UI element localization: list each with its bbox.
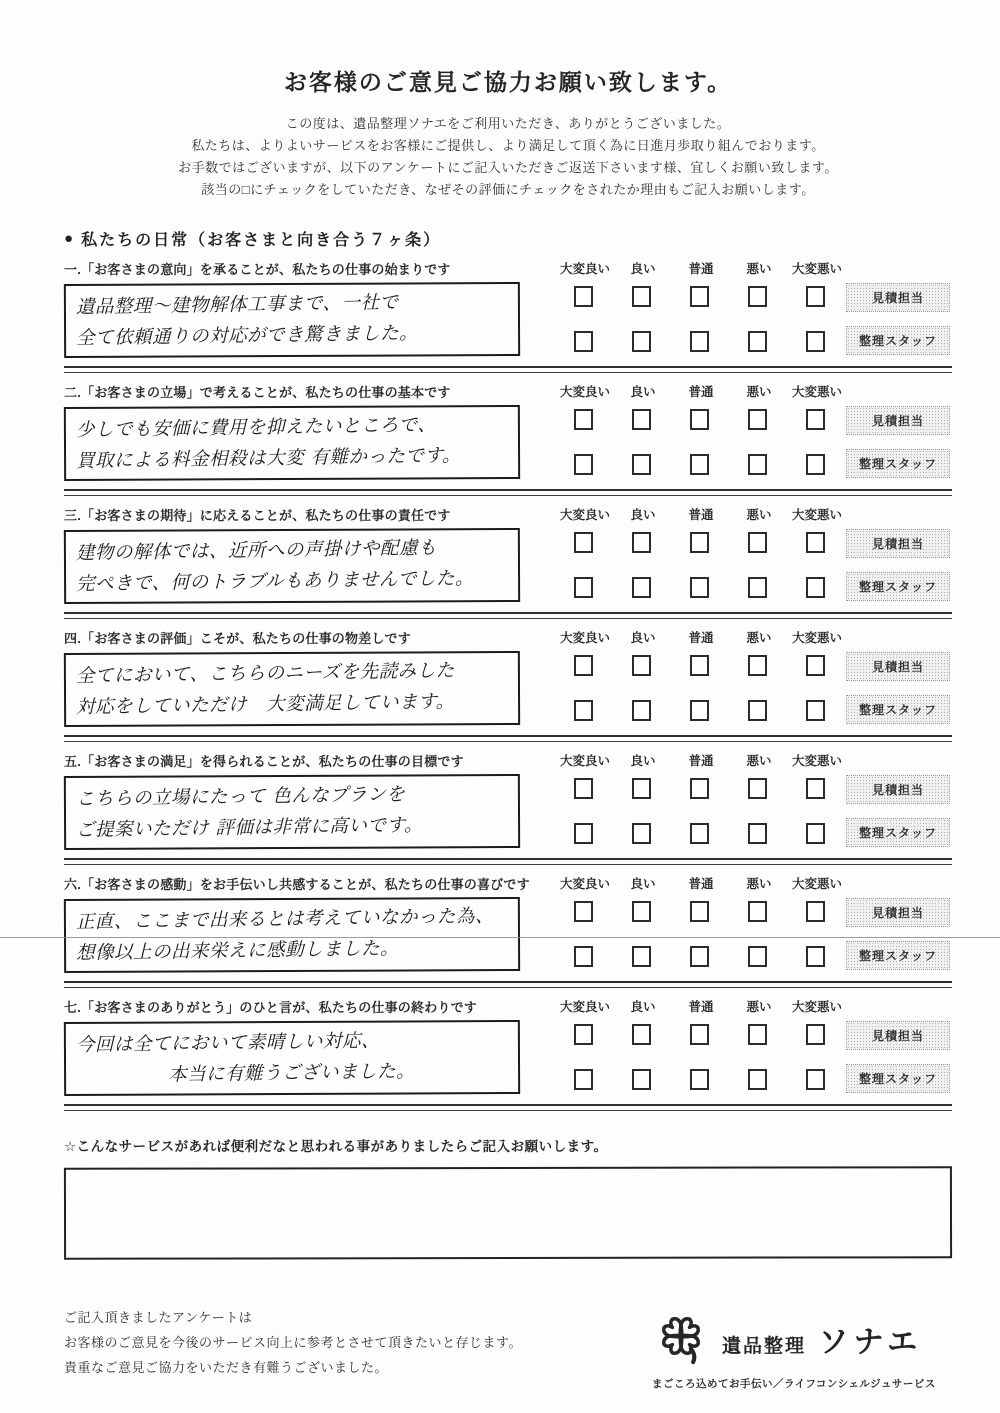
staff-role-labels xyxy=(846,529,950,603)
rating-checkbox-normal[interactable] xyxy=(690,286,709,307)
rating-label-bad: 悪い xyxy=(746,1000,772,1014)
rating-checkbox-verygood[interactable] xyxy=(574,577,593,598)
rating-checkbox-normal[interactable] xyxy=(690,1069,709,1090)
item-statement: 五.「お客さまの満足」を得られることが、私たちの仕事の目標です xyxy=(64,753,464,769)
survey-item xyxy=(64,504,952,619)
rating-label-verygood: 大変良い xyxy=(559,508,610,522)
handwritten-comment-line: 買取による料金相殺は大変 有難かったです。 xyxy=(75,445,462,472)
rating-checkbox-verybad[interactable] xyxy=(806,1024,825,1045)
rating-checkbox-verybad[interactable] xyxy=(806,655,825,676)
cleanup-staff-check-row xyxy=(554,454,844,475)
rating-checkbox-verygood[interactable] xyxy=(574,946,593,967)
brand-tagline: まごころ込めてお手伝い／ライフコンシェルジュサービス xyxy=(652,1378,936,1390)
section-divider xyxy=(64,735,952,742)
footer xyxy=(64,1305,952,1391)
rating-checkbox-bad[interactable] xyxy=(748,577,767,598)
cleanup-staff-label: 整理スタッフ xyxy=(846,1064,950,1093)
cleanup-staff-label: 整理スタッフ xyxy=(846,449,950,478)
footer-text xyxy=(64,1305,652,1380)
rating-checkbox-good[interactable] xyxy=(632,331,651,352)
estimate-staff-check-row xyxy=(554,901,844,922)
rating-checkbox-good[interactable] xyxy=(632,532,651,553)
rating-checkbox-bad[interactable] xyxy=(748,1024,767,1045)
rating-label-verybad: 大変悪い xyxy=(791,1000,842,1014)
rating-label-verybad: 大変悪い xyxy=(791,508,842,522)
estimate-staff-label: 見積担当 xyxy=(846,1021,950,1050)
rating-label-bad: 悪い xyxy=(746,262,772,276)
rating-label-verybad: 大変悪い xyxy=(791,385,842,399)
rating-checkbox-bad[interactable] xyxy=(748,286,767,307)
estimate-staff-label: 見積担当 xyxy=(846,283,950,312)
handwritten-comment-line: 対応をしていただけ 大変満足しています。 xyxy=(75,691,455,718)
rating-checkbox-good[interactable] xyxy=(632,778,651,799)
estimate-staff-label: 見積担当 xyxy=(846,652,950,681)
rating-checkbox-verygood[interactable] xyxy=(574,655,593,676)
rating-checkbox-verygood[interactable] xyxy=(574,700,593,721)
handwritten-comment-box[interactable] xyxy=(64,897,520,973)
item-statement: 七.「お客さまのありがとう」のひと言が、私たちの仕事の終わりです xyxy=(64,999,478,1015)
rating-label-bad: 悪い xyxy=(746,631,772,645)
rating-label-verygood: 大変良い xyxy=(559,1000,610,1014)
rating-checkbox-good[interactable] xyxy=(632,901,651,922)
estimate-staff-check-row xyxy=(554,1024,844,1045)
cleanup-staff-label: 整理スタッフ xyxy=(846,695,950,724)
rating-checkbox-normal[interactable] xyxy=(690,331,709,352)
rating-label-bad: 悪い xyxy=(746,754,772,768)
brand-prefix: 遺品整理 xyxy=(722,1335,807,1357)
rating-label-good: 良い xyxy=(630,508,656,522)
rating-checkbox-grid xyxy=(554,775,844,849)
rating-label-normal: 普通 xyxy=(688,508,714,522)
rating-scale-labels xyxy=(556,382,846,400)
rating-label-good: 良い xyxy=(630,877,656,891)
rating-label-normal: 普通 xyxy=(688,1000,714,1014)
rating-checkbox-bad[interactable] xyxy=(748,409,767,430)
rating-checkbox-bad[interactable] xyxy=(748,946,767,967)
cleanup-staff-check-row xyxy=(554,1069,844,1090)
survey-item xyxy=(64,873,952,988)
rating-checkbox-good[interactable] xyxy=(632,454,651,475)
survey-item xyxy=(64,381,952,496)
footer-line: 貴重なご意見ご協力をいただき有難うございました。 xyxy=(64,1360,389,1375)
rating-label-good: 良い xyxy=(630,385,656,399)
rating-checkbox-verybad[interactable] xyxy=(806,286,825,307)
handwritten-comment-line: 遺品整理～建物解体工事まで、一社で xyxy=(75,292,399,318)
rating-checkbox-normal[interactable] xyxy=(690,454,709,475)
brand-text xyxy=(722,1317,922,1361)
estimate-staff-label: 見積担当 xyxy=(846,898,950,927)
handwritten-comment-line: 想像以上の出来栄えに感動しました。 xyxy=(75,938,400,964)
rating-checkbox-normal[interactable] xyxy=(690,1024,709,1045)
rating-checkbox-verybad[interactable] xyxy=(806,331,825,352)
free-comment-box[interactable] xyxy=(64,1166,952,1260)
rating-label-verygood: 大変良い xyxy=(559,385,610,399)
rating-checkbox-verygood[interactable] xyxy=(574,778,593,799)
cleanup-staff-label: 整理スタッフ xyxy=(846,818,950,847)
rating-checkbox-verygood[interactable] xyxy=(574,1069,593,1090)
scan-fold-line xyxy=(0,937,1000,938)
rating-checkbox-verygood[interactable] xyxy=(574,1024,593,1045)
rating-label-normal: 普通 xyxy=(688,877,714,891)
survey-item xyxy=(64,996,952,1111)
rating-checkbox-bad[interactable] xyxy=(748,778,767,799)
rating-label-good: 良い xyxy=(630,1000,656,1014)
section-divider xyxy=(64,1104,952,1111)
cleanup-staff-label: 整理スタッフ xyxy=(846,326,950,355)
item-statement: 一.「お客さまの意向」を承ることが、私たちの仕事の始まりです xyxy=(64,261,451,277)
rating-checkbox-grid xyxy=(554,406,844,480)
survey-item xyxy=(64,750,952,865)
intro-paragraph xyxy=(64,113,952,201)
rating-checkbox-normal[interactable] xyxy=(690,655,709,676)
rating-checkbox-bad[interactable] xyxy=(748,655,767,676)
rating-checkbox-good[interactable] xyxy=(632,286,651,307)
rating-checkbox-verybad[interactable] xyxy=(806,577,825,598)
rating-checkbox-verybad[interactable] xyxy=(806,409,825,430)
estimate-staff-label: 見積担当 xyxy=(846,775,950,804)
rating-checkbox-bad[interactable] xyxy=(748,454,767,475)
rating-label-bad: 悪い xyxy=(746,877,772,891)
rating-scale-labels xyxy=(556,997,846,1015)
rating-checkbox-good[interactable] xyxy=(632,409,651,430)
staff-role-labels xyxy=(846,1021,950,1095)
section-divider xyxy=(64,489,952,496)
rating-checkbox-verygood[interactable] xyxy=(574,901,593,922)
rating-label-verygood: 大変良い xyxy=(559,754,610,768)
item-statement: 六.「お客さまの感動」をお手伝いし共感することが、私たちの仕事の喜びです xyxy=(64,876,530,892)
free-comment-prompt: ☆こんなサービスがあれば便利だなと思われる事がありましたらご記入お願いします。 xyxy=(64,1139,608,1154)
rating-label-normal: 普通 xyxy=(688,262,714,276)
rating-checkbox-verygood[interactable] xyxy=(574,823,593,844)
rating-checkbox-normal[interactable] xyxy=(690,901,709,922)
intro-line: この度は、遺品整理ソナエをご利用いただき、ありがとうございました。 xyxy=(285,116,731,131)
rating-label-good: 良い xyxy=(630,631,656,645)
handwritten-comment-box[interactable] xyxy=(64,774,520,850)
estimate-staff-check-row xyxy=(554,778,844,799)
footer-line: お客様のご意見を今後のサービス向上に参考とさせて頂きたいと存じます。 xyxy=(64,1335,522,1350)
handwritten-comment-line: 少しでも安価に費用を抑えたいところで、 xyxy=(75,414,437,441)
intro-line: 該当の□にチェックをしていただき、なぜその評価にチェックをされたか理由もご記入お願いします。 xyxy=(201,182,815,197)
cleanup-staff-check-row xyxy=(554,946,844,967)
handwritten-comment-line: 今回は全てにおいて素晴しい対応、 xyxy=(75,1030,381,1056)
handwritten-comment-line: こちらの立場にたって 色んなプランを xyxy=(75,784,406,810)
rating-checkbox-bad[interactable] xyxy=(748,1069,767,1090)
section-divider xyxy=(64,612,952,619)
handwritten-comment-box[interactable] xyxy=(64,1020,520,1096)
staff-role-labels xyxy=(846,406,950,480)
rating-checkbox-verygood[interactable] xyxy=(574,286,593,307)
rating-checkbox-good[interactable] xyxy=(632,655,651,676)
rating-checkbox-normal[interactable] xyxy=(690,577,709,598)
estimate-staff-label: 見積担当 xyxy=(846,406,950,435)
rating-checkbox-verybad[interactable] xyxy=(806,778,825,799)
rating-checkbox-good[interactable] xyxy=(632,946,651,967)
estimate-staff-label: 見積担当 xyxy=(846,529,950,558)
rating-label-verygood: 大変良い xyxy=(559,262,610,276)
rating-scale-labels xyxy=(556,628,846,646)
rating-checkbox-grid xyxy=(554,283,844,357)
footer-line: ご記入頂きましたアンケートは xyxy=(64,1310,253,1325)
rating-checkbox-verygood[interactable] xyxy=(574,454,593,475)
rating-checkbox-good[interactable] xyxy=(632,577,651,598)
page-title: お客様のご意見ご協力お願い致します。 xyxy=(283,69,733,95)
staff-role-labels xyxy=(846,652,950,726)
rating-label-verybad: 大変悪い xyxy=(791,262,842,276)
handwritten-comment-box[interactable] xyxy=(64,405,520,481)
four-leaf-clover-icon xyxy=(652,1307,710,1370)
staff-role-labels xyxy=(846,898,950,972)
rating-label-verybad: 大変悪い xyxy=(791,877,842,891)
rating-checkbox-bad[interactable] xyxy=(748,901,767,922)
section-header-label: 私たちの日常（お客さまと向き合う７ヶ条） xyxy=(81,232,442,249)
rating-scale-labels xyxy=(556,259,846,277)
brand-name: ソナエ xyxy=(818,1325,923,1359)
handwritten-comment-box[interactable] xyxy=(64,528,520,604)
rating-label-verygood: 大変良い xyxy=(559,631,610,645)
rating-checkbox-bad[interactable] xyxy=(748,331,767,352)
rating-checkbox-grid xyxy=(554,529,844,603)
handwritten-comment-line: 完ぺきで、何のトラブルもありませんでした。 xyxy=(75,568,475,595)
estimate-staff-check-row xyxy=(554,286,844,307)
rating-checkbox-grid xyxy=(554,898,844,972)
survey-items xyxy=(64,258,952,1111)
company-logo xyxy=(652,1307,952,1391)
rating-checkbox-bad[interactable] xyxy=(748,532,767,553)
rating-checkbox-verybad[interactable] xyxy=(806,454,825,475)
cleanup-staff-check-row xyxy=(554,331,844,352)
rating-checkbox-normal[interactable] xyxy=(690,409,709,430)
section-header xyxy=(64,227,952,250)
handwritten-comment-line: 本当に有難うございました。 xyxy=(167,1060,416,1086)
rating-checkbox-normal[interactable] xyxy=(690,532,709,553)
cleanup-staff-check-row xyxy=(554,577,844,598)
rating-checkbox-verybad[interactable] xyxy=(806,1069,825,1090)
rating-checkbox-normal[interactable] xyxy=(690,700,709,721)
handwritten-comment-box[interactable] xyxy=(64,282,520,358)
rating-label-verybad: 大変悪い xyxy=(791,631,842,645)
handwritten-comment-line: ご提案いただけ 評価は非常に高いです。 xyxy=(75,814,424,841)
rating-checkbox-normal[interactable] xyxy=(690,946,709,967)
estimate-staff-check-row xyxy=(554,532,844,553)
rating-checkbox-verybad[interactable] xyxy=(806,700,825,721)
cleanup-staff-label: 整理スタッフ xyxy=(846,941,950,970)
rating-checkbox-normal[interactable] xyxy=(690,778,709,799)
rating-checkbox-good[interactable] xyxy=(632,823,651,844)
handwritten-comment-line: 全てにおいて、こちらのニーズを先読みした xyxy=(75,660,455,687)
rating-label-good: 良い xyxy=(630,754,656,768)
staff-role-labels xyxy=(846,283,950,357)
item-statement: 四.「お客さまの評価」こそが、私たちの仕事の物差しです xyxy=(64,630,412,646)
rating-scale-labels xyxy=(556,874,846,892)
intro-line: お手数ではございますが、以下のアンケートにご記入いただきご返送下さいます様、宜しくお願い致します。 xyxy=(178,160,838,175)
rating-checkbox-verybad[interactable] xyxy=(806,532,825,553)
rating-checkbox-verybad[interactable] xyxy=(806,823,825,844)
handwritten-comment-line: 全て依頼通りの対応ができ驚きました。 xyxy=(75,322,419,349)
rating-label-normal: 普通 xyxy=(688,754,714,768)
rating-checkbox-verygood[interactable] xyxy=(574,409,593,430)
handwritten-comment-line: 建物の解体では、近所への声掛けや配慮も xyxy=(75,537,438,564)
handwritten-comment-line: 正直、ここまで出来るとは考えていなかった為、 xyxy=(75,905,495,933)
rating-checkbox-verybad[interactable] xyxy=(806,901,825,922)
handwritten-comment-box[interactable] xyxy=(64,651,520,727)
intro-line: 私たちは、よりよいサービスをお客様にご提供し、より満足して頂く為に日進月歩取り組んでおります。 xyxy=(191,138,825,153)
rating-checkbox-grid xyxy=(554,1021,844,1095)
cleanup-staff-check-row xyxy=(554,700,844,721)
section-divider xyxy=(64,981,952,988)
rating-checkbox-bad[interactable] xyxy=(748,700,767,721)
rating-label-normal: 普通 xyxy=(688,385,714,399)
estimate-staff-check-row xyxy=(554,655,844,676)
rating-label-bad: 悪い xyxy=(746,385,772,399)
rating-label-good: 良い xyxy=(630,262,656,276)
rating-checkbox-good[interactable] xyxy=(632,1024,651,1045)
rating-label-bad: 悪い xyxy=(746,508,772,522)
rating-label-verybad: 大変悪い xyxy=(791,754,842,768)
survey-item xyxy=(64,258,952,373)
rating-checkbox-good[interactable] xyxy=(632,1069,651,1090)
rating-checkbox-verygood[interactable] xyxy=(574,331,593,352)
cleanup-staff-check-row xyxy=(554,823,844,844)
rating-label-normal: 普通 xyxy=(688,631,714,645)
rating-checkbox-verygood[interactable] xyxy=(574,532,593,553)
rating-checkbox-grid xyxy=(554,652,844,726)
staff-role-labels xyxy=(846,775,950,849)
rating-scale-labels xyxy=(556,751,846,769)
rating-label-verygood: 大変良い xyxy=(559,877,610,891)
section-divider xyxy=(64,858,952,865)
survey-item xyxy=(64,627,952,742)
item-statement: 三.「お客さまの期待」に応えることが、私たちの仕事の責任です xyxy=(64,507,451,523)
section-divider xyxy=(64,366,952,373)
cleanup-staff-label: 整理スタッフ xyxy=(846,572,950,601)
rating-scale-labels xyxy=(556,505,846,523)
rating-checkbox-good[interactable] xyxy=(632,700,651,721)
estimate-staff-check-row xyxy=(554,409,844,430)
clover-bullet-icon: ● xyxy=(64,230,76,247)
rating-checkbox-bad[interactable] xyxy=(748,823,767,844)
rating-checkbox-normal[interactable] xyxy=(690,823,709,844)
item-statement: 二.「お客さまの立場」で考えることが、私たちの仕事の基本です xyxy=(64,384,451,400)
rating-checkbox-verybad[interactable] xyxy=(806,946,825,967)
